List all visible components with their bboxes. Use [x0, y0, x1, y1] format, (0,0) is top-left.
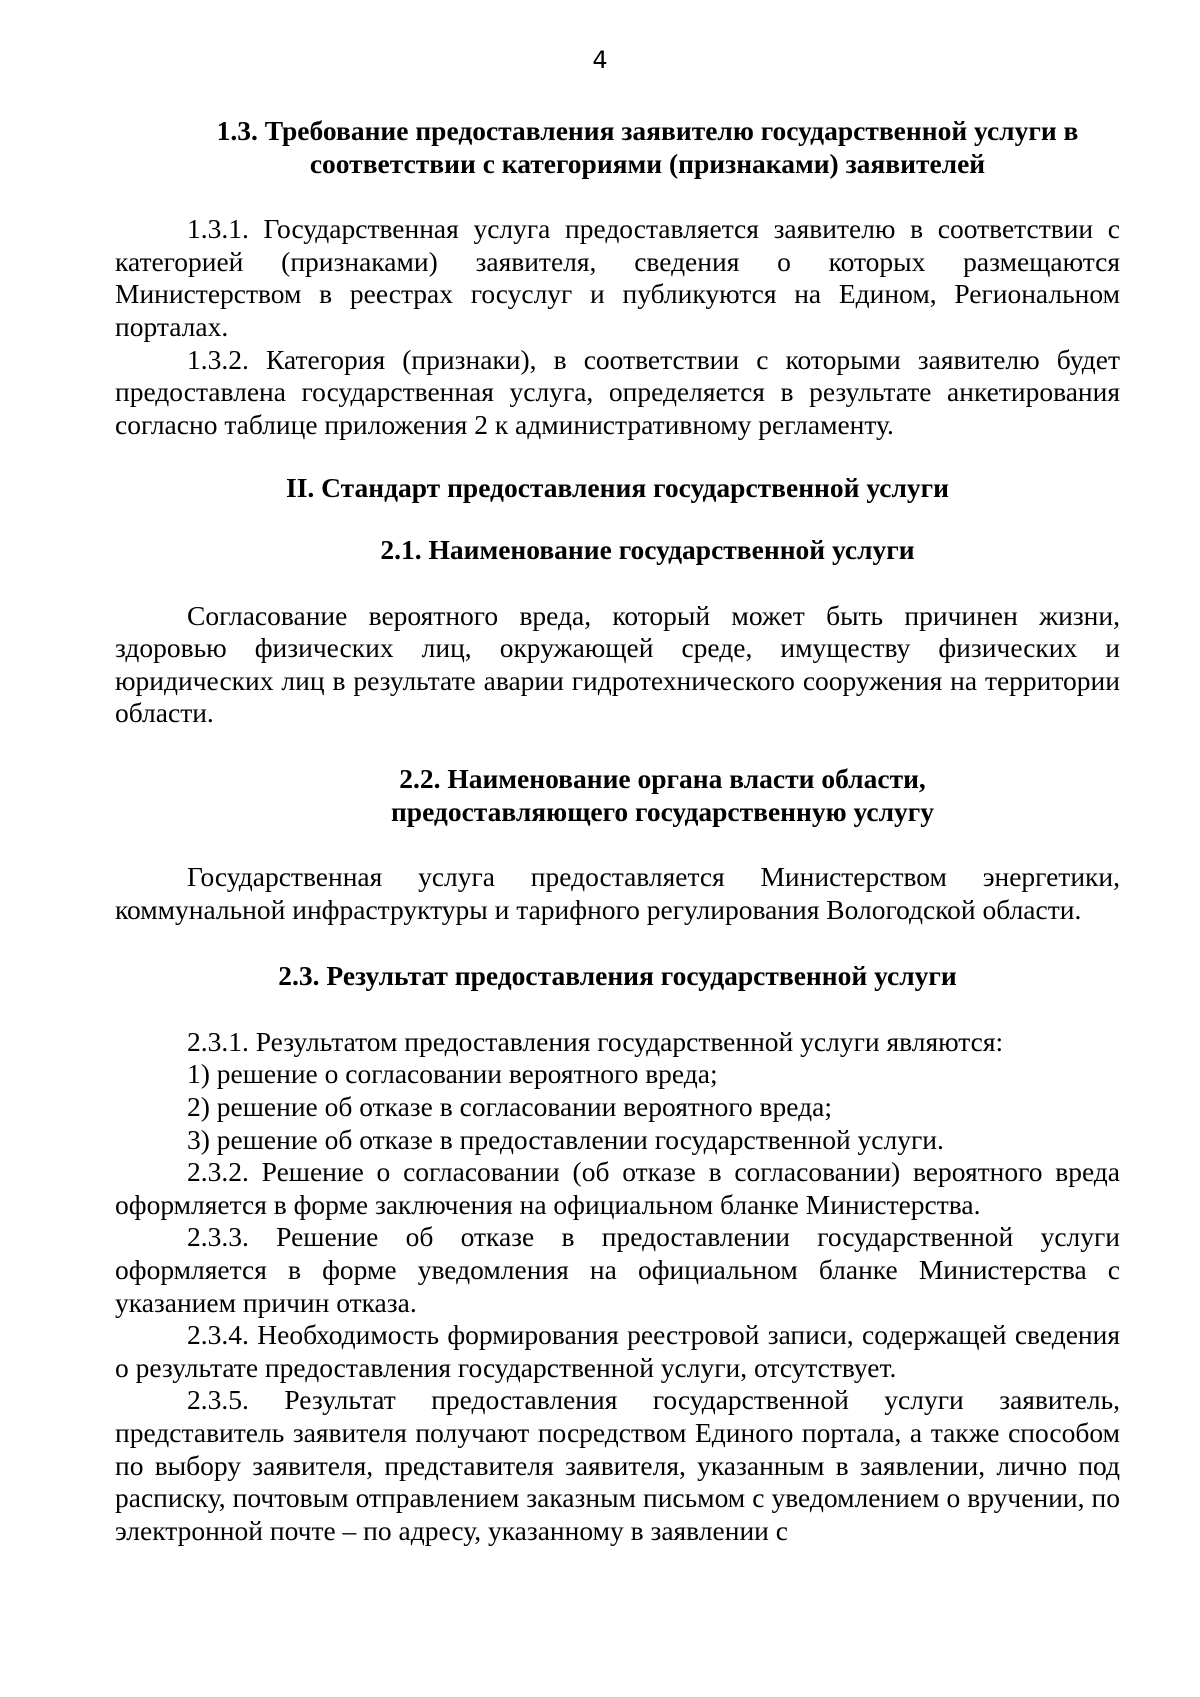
section-heading-2-2 — [115, 763, 1120, 828]
section-heading-1-3 — [115, 115, 1120, 180]
paragraph-2-3-2: 2.3.2. Решение о согласовании (об отказе в согласовании) вероятного вреда оформляется в форме заключения на официальном бланке Министерства. — [115, 1156, 1120, 1220]
list-item-result-1: 1) решение о согласовании вероятного вреда; — [187, 1058, 718, 1090]
paragraph-2-2: Государственная услуга предоставляется Министерством энергетики, коммунальной инфраструктуры и тарифного регулирования Вологодской области. — [115, 861, 1120, 925]
paragraph-1-3-2: 1.3.2. Категория (признаки), в соответствии с которыми заявителю будет предоставлена государственная услуга, определяется в результате анкетирования согласно таблице приложения 2 к административному регламенту. — [115, 343, 1120, 440]
section-heading-II: II. Стандарт предоставления государственной услуги — [286, 472, 949, 504]
section-heading-2-1: 2.1. Наименование государственной услуги — [380, 533, 915, 565]
section-heading-2-2-line1: 2.2. Наименование органа власти области, — [399, 762, 926, 794]
list-item-result-3: 3) решение об отказе в предоставлении государственной услуги. — [187, 1123, 944, 1155]
section-heading-2-3: 2.3. Результат предоставления государственной услуги — [278, 960, 957, 992]
paragraph-2-1: Согласование вероятного вреда, который может быть причинен жизни, здоровью физических лиц, окружающей среде, имуществу физических и юридических лиц в результате аварии гидротехнического сооружения на территории области. — [115, 599, 1120, 729]
section-heading-1-3-line2: соответствии с категориями (признаками) заявителей — [309, 147, 986, 179]
paragraph-2-3-4: 2.3.4. Необходимость формирования реестровой записи, содержащей сведения о результате предоставления государственной услуги, отсутствует. — [115, 1319, 1120, 1383]
paragraph-1-3-1: 1.3.1. Государственная услуга предоставляется заявителю в соответствии с категорией (признаками) заявителя, сведения о которых размещаются Министерством в реестрах госуслуг и публикуются на Едином, Региональном порталах. — [115, 213, 1120, 342]
paragraph-2-3-5: 2.3.5. Результат предоставления государственной услуги заявитель, представитель заявителя получают посредством Единого портала, а также способом по выбору заявителя, представителя заявителя, указанным в заявлении, лично под расписку, почтовым отправлением заказным письмом с уведомлением о вручении, по электронной почте – по адресу, указанному в заявлении с — [115, 1384, 1120, 1546]
document-body — [115, 115, 1120, 1547]
paragraph-2-3-1: 2.3.1. Результатом предоставления государственной услуги являются: — [187, 1025, 1004, 1057]
section-heading-2-2-line2: предоставляющего государственную услугу — [390, 795, 935, 827]
section-heading-1-3-line1: 1.3. Требование предоставления заявителю государственной услуги в — [216, 115, 1079, 146]
page-number: 4 — [592, 46, 608, 74]
list-item-result-2: 2) решение об отказе в согласовании вероятного вреда; — [187, 1091, 832, 1123]
paragraph-2-3-3: 2.3.3. Решение об отказе в предоставлении государственной услуги оформляется в форме уведомления на официальном бланке Министерства с указанием причин отказа. — [115, 1221, 1120, 1318]
